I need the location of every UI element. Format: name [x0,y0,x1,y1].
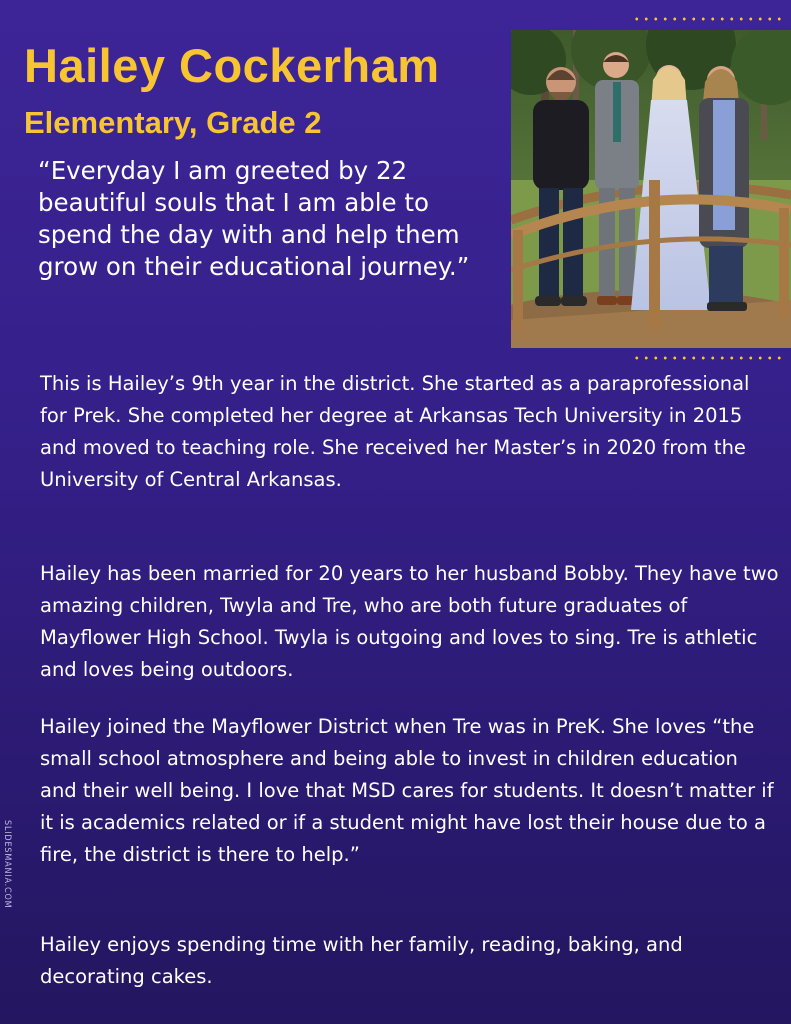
bio-paragraph-4 [40,929,780,993]
teacher-quote: “Everyday I am greeted by 22 beautiful souls that I am able to spend the day with and help them grow on their educational journey.” [38,156,470,281]
bio-text: This is Hailey’s 9th year in the district. She started as a paraprofessional for Prek. She completed her degree at Arkansas Tech University in 2015 and moved to teaching role. She received her Master’s in 2020 from the University of Central Arkansas. [40,372,750,491]
bio-paragraph-1 [40,368,780,496]
bio-paragraph-2 [40,558,780,686]
family-photo-illustration [511,30,791,348]
decorative-dots-bottom [632,355,784,361]
bio-text: Hailey enjoys spending time with her family, reading, baking, and decorating cakes. [40,933,683,988]
watermark-text: SLIDESMANIA.COM [2,820,12,909]
decorative-dots-top [632,16,784,22]
bio-paragraph-3 [40,711,780,871]
bio-text: Hailey joined the Mayflower District when Tre was in PreK. She loves “the small school atmosphere and being able to invest in children education and their well being. I love that MSD cares for students. It doesn’t matter if it is academics related or if a student might have lost their house due to a fire, the district is there to help.” [40,715,774,866]
family-photo [511,30,791,348]
teacher-name: Hailey Cockerham [24,39,440,92]
bio-text: Hailey has been married for 20 years to her husband Bobby. They have two amazing children, Twyla and Tre, who are both future graduates of Mayflower High School. Twyla is outgoing and loves to sing. Tre is athletic and loves being outdoors. [40,562,779,681]
teacher-role: Elementary, Grade 2 [24,105,322,140]
